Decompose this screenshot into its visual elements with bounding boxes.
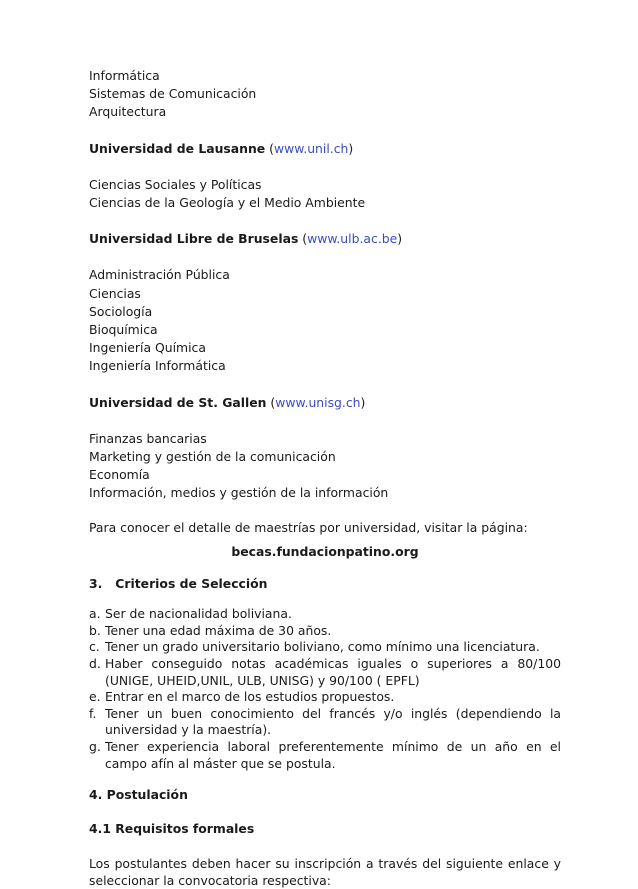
list-item: a. Ser de nacionalidad boliviana.	[89, 606, 292, 622]
program-item: Ciencias	[89, 285, 141, 301]
university-name: Universidad de Lausanne	[89, 140, 266, 156]
program-item: Ingeniería Informática	[89, 358, 226, 374]
program-item: Marketing y gestión de la comunicación	[89, 449, 336, 465]
section-3-heading	[89, 575, 561, 593]
list-item: e. Entrar en el marco de los estudios propuestos.	[89, 689, 395, 705]
more-info-text: Para conocer el detalle de maestrías por universidad, visitar la página:	[89, 519, 528, 535]
list-item: c. Tener un grado universitario boliviano, como mínimo una licenciatura.	[89, 639, 540, 655]
program-item: Ciencias Sociales y Políticas	[89, 176, 262, 192]
program-item: Finanzas bancarias	[89, 430, 207, 446]
program-item: Ingeniería Química	[89, 340, 206, 356]
paren-open: (	[266, 394, 276, 410]
university-heading-lausanne	[89, 140, 561, 158]
paren-close: )	[360, 394, 366, 410]
paren-close: )	[397, 231, 403, 247]
program-item: Informática	[89, 68, 160, 83]
paren-close: )	[348, 140, 354, 156]
university-name: Universidad de St. Gallen	[89, 394, 267, 410]
section-4-1-heading: 4.1 Requisitos formales	[89, 821, 255, 837]
criteria-list	[89, 606, 561, 772]
section-title: Criterios de Selección	[115, 576, 268, 592]
program-item: Arquitectura	[89, 104, 167, 120]
section-number: 3.	[89, 576, 103, 592]
university-link-gallen[interactable]: www.unisg.ch	[275, 394, 361, 410]
section-4-heading: 4. Postulación	[89, 787, 188, 803]
list-item: b. Tener una edad máxima de 30 años.	[89, 622, 332, 638]
program-item: Bioquímica	[89, 322, 158, 338]
final-paragraph: Los postulantes deben hacer su inscripción a través del siguiente enlace y seleccionar la convocatoria respectiva:	[89, 855, 561, 888]
university-heading-gallen	[89, 394, 561, 412]
university-link-bruselas[interactable]: www.ulb.ac.be	[307, 231, 398, 247]
program-item: Economía	[89, 467, 150, 483]
program-item: Sistemas de Comunicación	[89, 86, 257, 102]
document-page	[89, 67, 561, 889]
list-item: d. Haber conseguido notas académicas iguales o superiores a 80/100 (UNIGE, UHEID,UNIL, ULB, UNISG) y 90/100 ( EPFL)	[89, 656, 561, 688]
university-name: Universidad Libre de Bruselas	[89, 231, 299, 247]
university-heading-bruselas	[89, 230, 561, 248]
paren-open: (	[298, 231, 308, 247]
program-item: Administración Pública	[89, 267, 230, 283]
university-link-lausanne[interactable]: www.unil.ch	[274, 140, 349, 156]
program-item: Ciencias de la Geología y el Medio Ambiente	[89, 195, 366, 211]
website-link[interactable]: becas.fundacionpatino.org	[231, 543, 419, 559]
list-item: g. Tener experiencia laboral preferentemente mínimo de un año en el campo afín al máster que se postula.	[89, 739, 561, 771]
list-item: f. Tener un buen conocimiento del francés y/o inglés (dependiendo la universidad y la maestría).	[89, 705, 561, 738]
program-item: Información, medios y gestión de la información	[89, 485, 389, 501]
program-item: Sociología	[89, 303, 153, 319]
paren-open: (	[265, 140, 274, 156]
